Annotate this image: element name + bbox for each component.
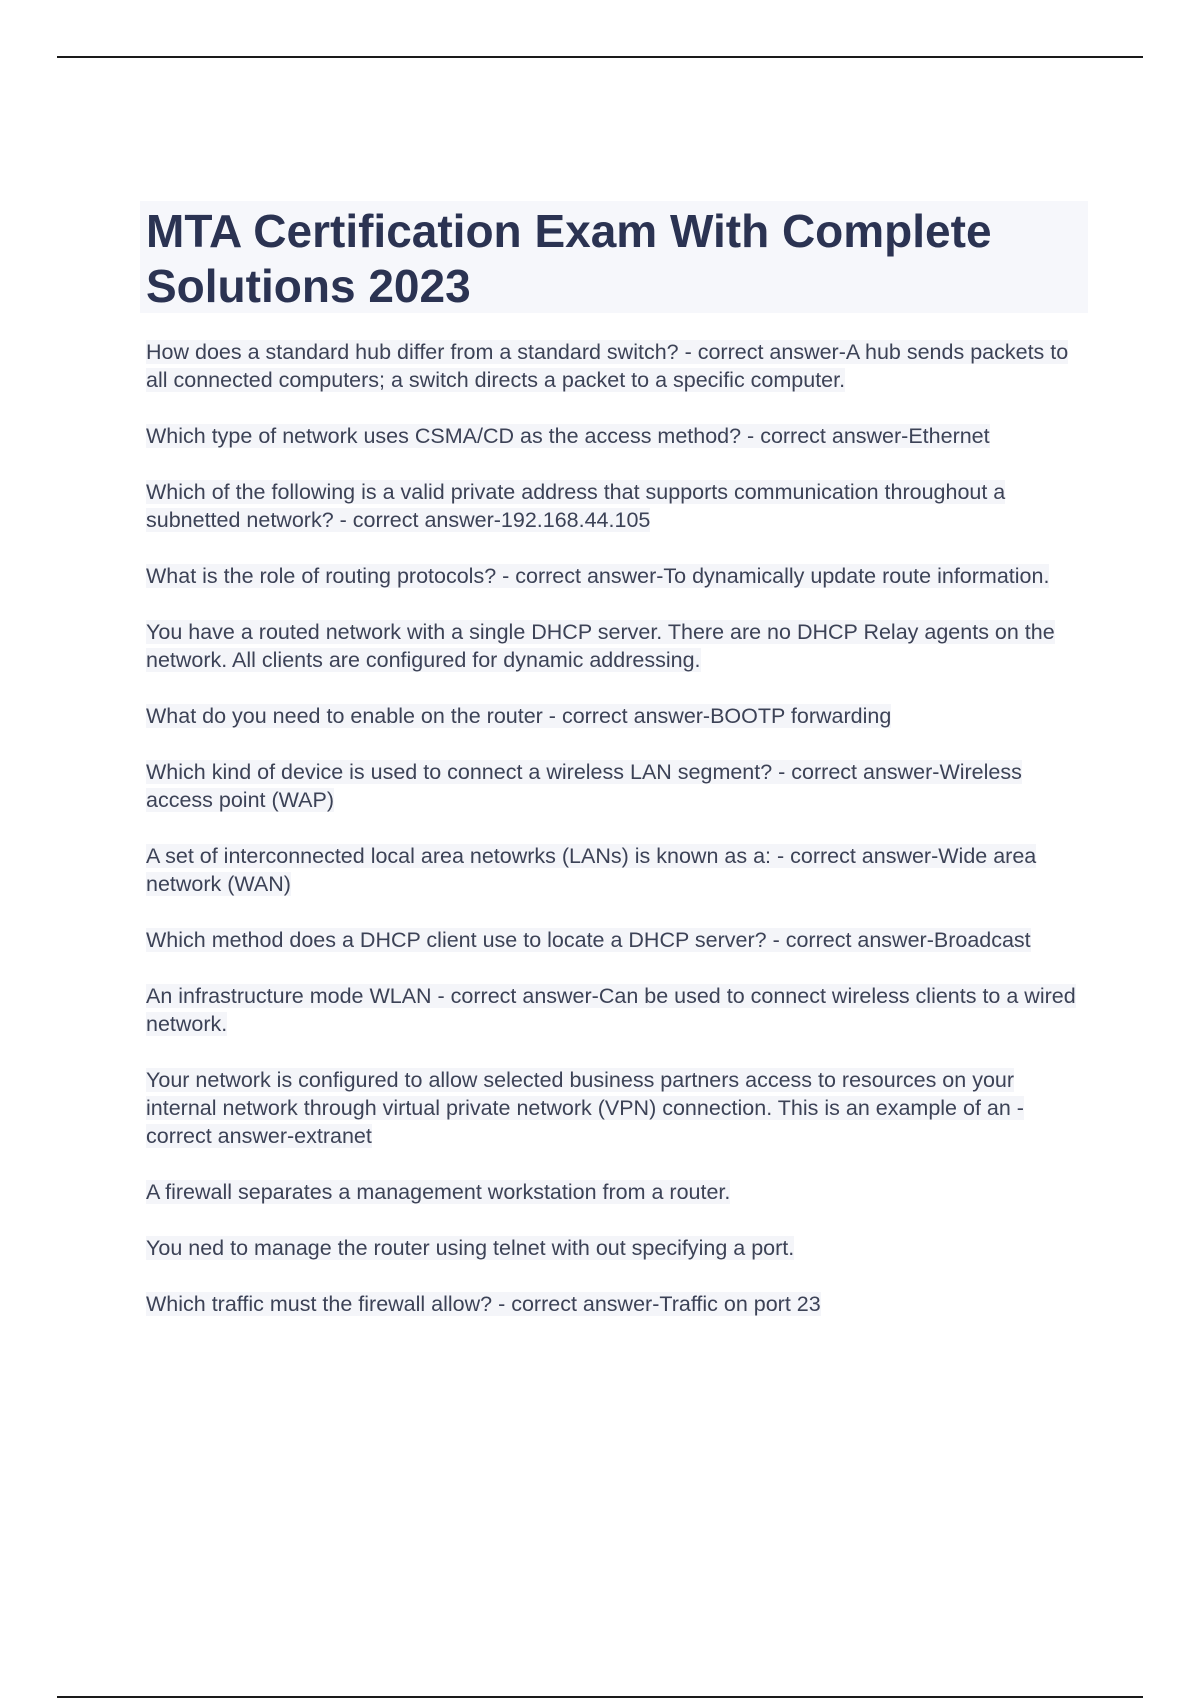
qa-item xyxy=(146,618,1086,674)
qa-text: You ned to manage the router using telnet with out specifying a port. xyxy=(146,1236,795,1260)
qa-item xyxy=(146,338,1086,394)
qa-text: An infrastructure mode WLAN - correct answer-Can be used to connect wireless clients to a wired network. xyxy=(146,984,1076,1036)
qa-text: How does a standard hub differ from a standard switch? - correct answer-A hub sends packets to all connected computers; a switch directs a packet to a specific computer. xyxy=(146,340,1069,392)
qa-item xyxy=(146,702,1086,730)
qa-item xyxy=(146,422,1086,450)
qa-item xyxy=(146,1066,1086,1150)
qa-text: A firewall separates a management workstation from a router. xyxy=(146,1180,731,1204)
bottom-rule xyxy=(57,1696,1143,1698)
qa-text: Which kind of device is used to connect a wireless LAN segment? - correct answer-Wireless access point (WAP) xyxy=(146,760,1022,812)
qa-text: Which method does a DHCP client use to locate a DHCP server? - correct answer-Broadcast xyxy=(146,928,1031,952)
qa-item xyxy=(146,1290,1086,1318)
qa-item xyxy=(146,758,1086,814)
qa-text: A set of interconnected local area netowrks (LANs) is known as a: - correct answer-Wide area network (WAN) xyxy=(146,844,1037,896)
qa-item xyxy=(146,842,1086,898)
qa-item xyxy=(146,562,1086,590)
qa-text: Which of the following is a valid private address that supports communication throughout a subnetted network? - correct answer-192.168.44.105 xyxy=(146,480,1006,532)
qa-item xyxy=(146,478,1086,534)
qa-text: What is the role of routing protocols? - correct answer-To dynamically update route information. xyxy=(146,564,1050,588)
qa-text: You have a routed network with a single DHCP server. There are no DHCP Relay agents on the network. All clients are configured for dynamic addressing. xyxy=(146,620,1055,672)
qa-item xyxy=(146,926,1086,954)
qa-text: Which type of network uses CSMA/CD as the access method? - correct answer-Ethernet xyxy=(146,424,990,448)
document-title: MTA Certification Exam With Complete Solutions 2023 xyxy=(146,205,992,312)
top-rule xyxy=(57,56,1143,58)
title-block xyxy=(140,201,1088,313)
qa-text: What do you need to enable on the router - correct answer-BOOTP forwarding xyxy=(146,704,892,728)
qa-item xyxy=(146,1234,1086,1262)
qa-item xyxy=(146,1178,1086,1206)
qa-list xyxy=(146,338,1086,1346)
qa-text: Which traffic must the firewall allow? - correct answer-Traffic on port 23 xyxy=(146,1292,821,1316)
qa-text: Your network is configured to allow selected business partners access to resources on your internal network through virtual private network (VPN) connection. This is an example of an - correct answer-extranet xyxy=(146,1068,1024,1148)
qa-item xyxy=(146,982,1086,1038)
